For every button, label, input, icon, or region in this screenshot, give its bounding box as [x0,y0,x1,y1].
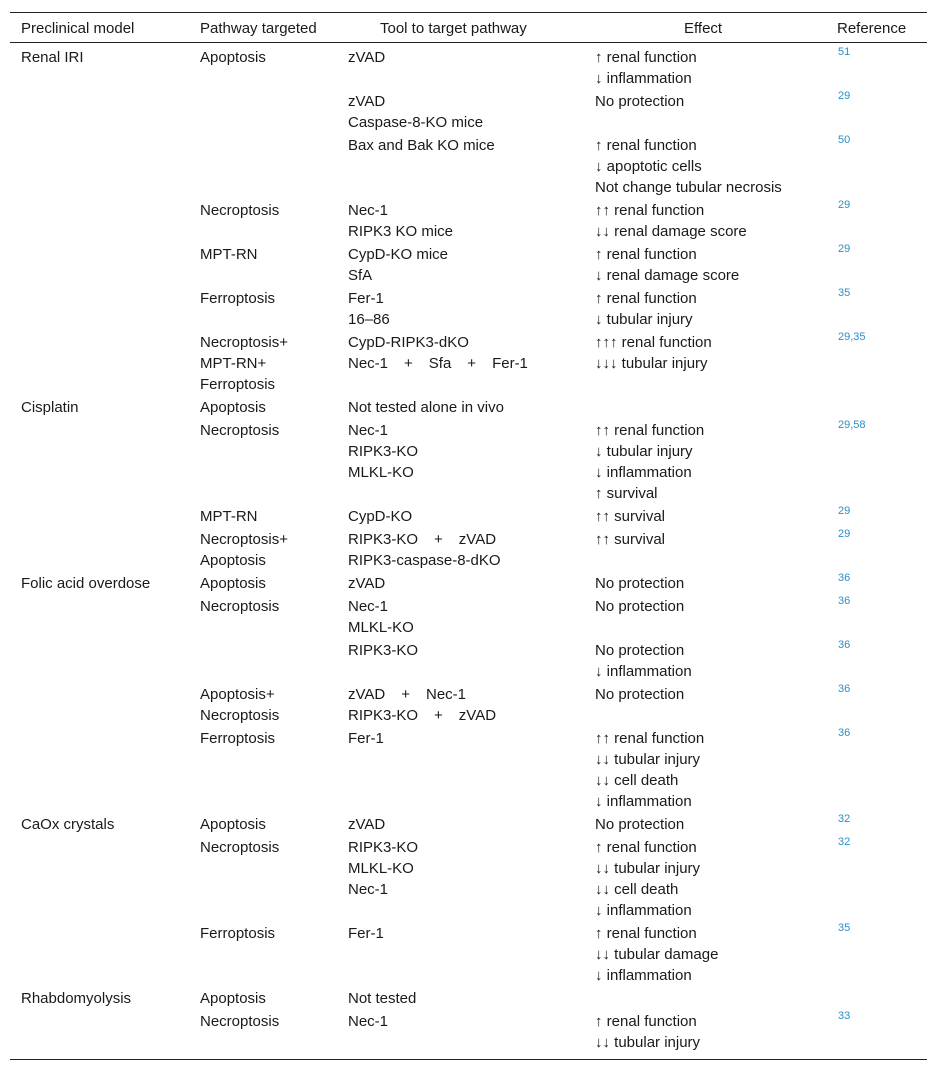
reference-link[interactable]: 50 [838,134,851,146]
effect-line: ↑ renal function [595,925,697,942]
reference-link[interactable]: 35 [838,922,851,934]
pathway-line: Necroptosis [200,707,280,724]
reference-link[interactable]: 29,35 [838,331,866,343]
tool-line: MLKL-KO [348,619,414,636]
reference-link[interactable]: 29 [838,199,851,211]
effect-line: ↑ renal function [595,1013,697,1030]
effect-line: No protection [595,598,685,615]
effect-line: ↑↑ survival [595,531,666,548]
reference-link[interactable]: 29 [838,505,851,517]
pathway-line: Apoptosis+ [200,686,275,703]
tool-line: MLKL-KO [348,860,414,877]
effect-line: ↑ renal function [595,290,697,307]
effect-line: ↓↓ tubular injury [595,751,701,768]
pathway-line: Apoptosis [200,990,266,1007]
preclinical-model-cell: Cisplatin [21,399,79,416]
effect-line: ↓ apoptotic cells [595,158,702,175]
header-effect: Effect [684,20,723,37]
effect-line: ↓↓ cell death [595,881,679,898]
tool-line: zVAD [348,816,386,833]
tool-line: RIPK3 KO mice [348,223,454,240]
tool-line: RIPK3-KO + zVAD [348,707,497,724]
effect-line: No protection [595,686,685,703]
preclinical-model-cell: Folic acid overdose [21,575,151,592]
effect-line: ↓↓ cell death [595,772,679,789]
tool-line: Nec-1 [348,598,389,615]
pathway-line: Apoptosis [200,49,266,66]
pathway-line: Necroptosis [200,598,280,615]
tool-line: Not tested [348,990,417,1007]
effect-line: ↓ tubular injury [595,443,693,460]
tool-line: Nec-1 [348,881,389,898]
pathway-line: Necroptosis [200,202,280,219]
effect-line: ↑ renal function [595,839,697,856]
effect-line: ↑ renal function [595,49,697,66]
reference-link[interactable]: 36 [838,683,851,695]
effect-line: ↓ inflammation [595,663,692,680]
pathway-line: Necroptosis [200,1013,280,1030]
pathway-line: Necroptosis+ [200,334,288,351]
effect-line: No protection [595,816,685,833]
tool-line: Caspase-8-KO mice [348,114,484,131]
tool-line: RIPK3-caspase-8-dKO [348,552,501,569]
header-tool: Tool to target pathway [380,20,527,37]
tool-line: Fer-1 [348,730,384,747]
table-body [10,13,927,1059]
tool-line: CypD-KO mice [348,246,449,263]
reference-link[interactable]: 36 [838,639,851,651]
effect-line: ↓ renal damage score [595,267,740,284]
effect-line: ↓↓ tubular injury [595,860,701,877]
tool-line: Nec-1 [348,1013,389,1030]
reference-link[interactable]: 29 [838,528,851,540]
preclinical-model-cell: CaOx crystals [21,816,115,833]
pathway-line: MPT-RN [200,508,258,525]
effect-line: ↑↑ renal function [595,202,705,219]
effect-line: ↑ renal function [595,246,697,263]
tool-line: Nec-1 [348,422,389,439]
tool-line: RIPK3-KO + zVAD [348,531,497,548]
pathway-line: Ferroptosis [200,730,276,747]
effect-line: ↑ renal function [595,137,697,154]
data-table [10,12,927,1060]
reference-link[interactable]: 36 [838,727,851,739]
header-pathway-targeted: Pathway targeted [200,20,317,37]
effect-line: ↑ survival [595,485,658,502]
reference-link[interactable]: 36 [838,595,851,607]
reference-link[interactable]: 32 [838,813,851,825]
tool-line: CypD-RIPK3-dKO [348,334,469,351]
effect-line: No protection [595,642,685,659]
effect-line: No protection [595,93,685,110]
pathway-line: Apoptosis [200,552,266,569]
pathway-line: Necroptosis [200,839,280,856]
effect-line: No protection [595,575,685,592]
tool-line: zVAD [348,93,386,110]
effect-line: ↓ inflammation [595,793,692,810]
effect-line: ↑↑ survival [595,508,666,525]
effect-line: Not change tubular necrosis [595,179,782,196]
reference-link[interactable]: 29 [838,90,851,102]
tool-line: CypD-KO [348,508,413,525]
tool-line: Nec-1 [348,202,389,219]
tool-line: zVAD [348,49,386,66]
pathway-line: Apoptosis [200,399,266,416]
tool-line: RIPK3-KO [348,839,419,856]
preclinical-model-cell: Rhabdomyolysis [21,990,132,1007]
reference-link[interactable]: 51 [838,46,851,58]
effect-line: ↓↓ tubular injury [595,1034,701,1051]
effect-line: ↑↑↑ renal function [595,334,712,351]
tool-line: 16–86 [348,311,390,328]
tool-line: Nec-1 + Sfa + Fer-1 [348,355,528,372]
pathway-line: MPT-RN [200,246,258,263]
pathway-line: Apoptosis [200,816,266,833]
effect-line: ↓↓ renal damage score [595,223,747,240]
pathway-line: Apoptosis [200,575,266,592]
tool-line: zVAD [348,575,386,592]
header-preclinical-model: Preclinical model [21,20,135,37]
effect-line: ↓ inflammation [595,902,692,919]
pathway-line: Ferroptosis [200,376,276,393]
reference-link[interactable]: 36 [838,572,851,584]
pathway-line: MPT-RN+ [200,355,267,372]
effect-line: ↓ inflammation [595,464,692,481]
tool-line: MLKL-KO [348,464,414,481]
reference-link[interactable]: 29 [838,243,851,255]
effect-line: ↓ inflammation [595,967,692,984]
tool-line: Not tested alone in vivo [348,399,504,416]
header-reference: Reference [837,20,907,37]
effect-line: ↓↓↓ tubular injury [595,355,708,372]
pathway-line: Ferroptosis [200,290,276,307]
tool-line: Fer-1 [348,925,384,942]
tool-line: zVAD + Nec-1 [348,686,467,703]
pathway-line: Necroptosis [200,422,280,439]
tool-line: Bax and Bak KO mice [348,137,495,154]
pathway-line: Necroptosis+ [200,531,288,548]
effect-line: ↓ tubular injury [595,311,693,328]
effect-line: ↓↓ tubular damage [595,946,719,963]
tool-line: RIPK3-KO [348,642,419,659]
reference-link[interactable]: 33 [838,1010,851,1022]
reference-link[interactable]: 35 [838,287,851,299]
effect-line: ↑↑ renal function [595,422,705,439]
effect-line: ↓ inflammation [595,70,692,87]
tool-line: RIPK3-KO [348,443,419,460]
tool-line: SfA [348,267,373,284]
pathway-line: Ferroptosis [200,925,276,942]
tool-line: Fer-1 [348,290,384,307]
preclinical-model-cell: Renal IRI [21,49,84,66]
effect-line: ↑↑ renal function [595,730,705,747]
reference-link[interactable]: 29,58 [838,419,866,431]
reference-link[interactable]: 32 [838,836,851,848]
